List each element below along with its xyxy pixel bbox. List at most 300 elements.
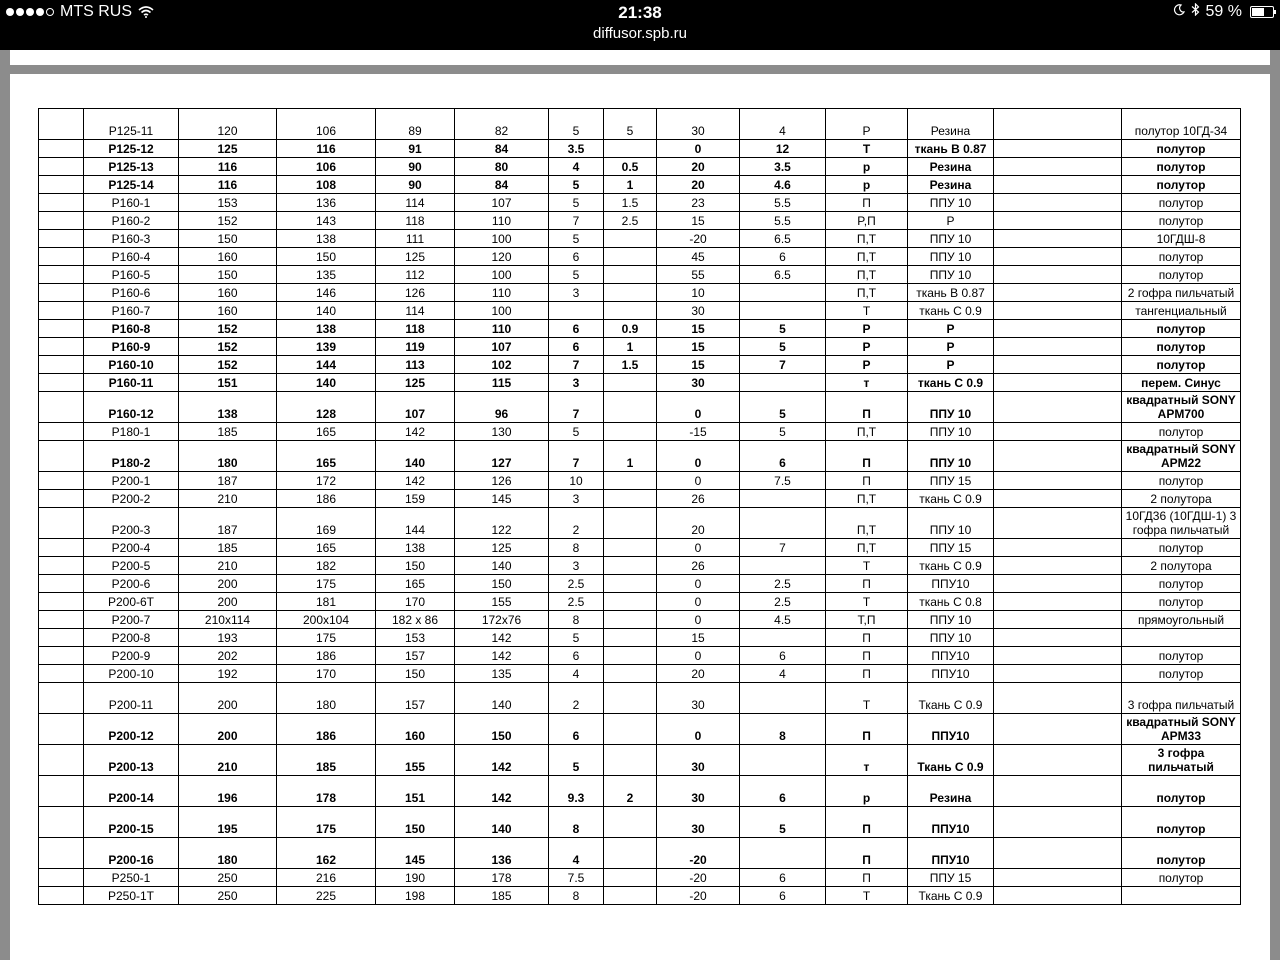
cell-h2 <box>604 539 657 557</box>
cell-material: ППУ 10 <box>908 611 994 629</box>
cell-angle: 0 <box>657 575 740 593</box>
table-row <box>39 266 1241 284</box>
cell-angle: 15 <box>657 212 740 230</box>
cell-note: 3 гофра пильчатый <box>1122 683 1241 714</box>
cell-note: полутор <box>1122 158 1241 176</box>
cell-type: П <box>826 392 908 423</box>
cell-d4: 136 <box>455 838 549 869</box>
cell-type: T <box>826 593 908 611</box>
table-row <box>39 109 1241 140</box>
cell-angle: 20 <box>657 665 740 683</box>
cell-d4: 140 <box>455 557 549 575</box>
cell-material: P <box>908 356 994 374</box>
table-row <box>39 593 1241 611</box>
cell-blank <box>39 423 84 441</box>
cell-h1: 6 <box>549 647 604 665</box>
cell-angle: 15 <box>657 356 740 374</box>
cell-note: квадратный SONY APM700 <box>1122 392 1241 423</box>
cell-extra <box>994 176 1122 194</box>
cell-d3: 126 <box>376 284 455 302</box>
cell-type: П,T <box>826 248 908 266</box>
cell-d4: 84 <box>455 176 549 194</box>
cell-d4: 110 <box>455 320 549 338</box>
cell-material: ткань C 0.9 <box>908 557 994 575</box>
table-row <box>39 807 1241 838</box>
cell-note: полутор <box>1122 140 1241 158</box>
cell-d3: 153 <box>376 629 455 647</box>
cell-d1: 180 <box>179 838 277 869</box>
cell-material: Ткань C 0.9 <box>908 683 994 714</box>
cell-material: ППУ10 <box>908 838 994 869</box>
cell-d3: 142 <box>376 423 455 441</box>
cell-type: T <box>826 302 908 320</box>
cell-h1: 5 <box>549 230 604 248</box>
cell-model: P160-2 <box>84 212 179 230</box>
cell-d2: 150 <box>277 248 376 266</box>
cell-h1: 5 <box>549 176 604 194</box>
cell-extra <box>994 714 1122 745</box>
cell-extra <box>994 356 1122 374</box>
cell-h3 <box>740 490 826 508</box>
cell-model: P200-9 <box>84 647 179 665</box>
cell-material: ткань B 0.87 <box>908 140 994 158</box>
table-row <box>39 423 1241 441</box>
cell-d1: 210 <box>179 745 277 776</box>
cell-h1: 5 <box>549 629 604 647</box>
cell-type: т <box>826 745 908 776</box>
cell-d2: 169 <box>277 508 376 539</box>
cell-angle: 0 <box>657 647 740 665</box>
table-row <box>39 230 1241 248</box>
cell-d3: 150 <box>376 557 455 575</box>
cell-blank <box>39 776 84 807</box>
cell-blank <box>39 683 84 714</box>
cell-d4: 140 <box>455 683 549 714</box>
cell-model: P200-7 <box>84 611 179 629</box>
cell-h3: 5 <box>740 423 826 441</box>
cell-d1: 150 <box>179 230 277 248</box>
table-row <box>39 472 1241 490</box>
cell-h2 <box>604 392 657 423</box>
cell-extra <box>994 140 1122 158</box>
cell-material: ППУ 10 <box>908 266 994 284</box>
cell-extra <box>994 776 1122 807</box>
cell-angle: -20 <box>657 838 740 869</box>
cell-angle: 30 <box>657 374 740 392</box>
cell-material: Ткань C 0.9 <box>908 745 994 776</box>
cell-d4: 172x76 <box>455 611 549 629</box>
specifications-table <box>38 108 1241 905</box>
cell-h3: 6 <box>740 776 826 807</box>
cell-type: T <box>826 557 908 575</box>
cell-type: П <box>826 194 908 212</box>
cell-angle: 20 <box>657 508 740 539</box>
cell-h3 <box>740 508 826 539</box>
cell-model: P125-12 <box>84 140 179 158</box>
cell-h2 <box>604 557 657 575</box>
cell-d3: 151 <box>376 776 455 807</box>
cell-extra <box>994 158 1122 176</box>
cell-d3: 112 <box>376 266 455 284</box>
cell-d4: 130 <box>455 423 549 441</box>
table-row <box>39 745 1241 776</box>
cell-h2: 1 <box>604 441 657 472</box>
cell-material: ткань B 0.87 <box>908 284 994 302</box>
cell-model: P200-8 <box>84 629 179 647</box>
cell-h3: 2.5 <box>740 575 826 593</box>
cell-extra <box>994 374 1122 392</box>
cell-type: P <box>826 356 908 374</box>
cell-h2 <box>604 248 657 266</box>
cell-d3: 150 <box>376 807 455 838</box>
cell-model: P160-8 <box>84 320 179 338</box>
cell-h3: 6.5 <box>740 230 826 248</box>
cell-model: P160-3 <box>84 230 179 248</box>
cell-angle: -20 <box>657 887 740 905</box>
cell-blank <box>39 392 84 423</box>
cell-d1: 210 <box>179 557 277 575</box>
cell-h1: 3.5 <box>549 140 604 158</box>
table-row <box>39 647 1241 665</box>
table-row <box>39 284 1241 302</box>
cell-h1: 4 <box>549 665 604 683</box>
cell-d3: 125 <box>376 248 455 266</box>
cell-extra <box>994 869 1122 887</box>
cell-model: P250-1T <box>84 887 179 905</box>
cell-material: Резина <box>908 109 994 140</box>
cell-blank <box>39 284 84 302</box>
cell-d3: 107 <box>376 392 455 423</box>
cell-d2: 108 <box>277 176 376 194</box>
cell-extra <box>994 109 1122 140</box>
cell-type: П,T <box>826 284 908 302</box>
cell-type: p <box>826 176 908 194</box>
cell-note: полутор <box>1122 356 1241 374</box>
cell-material: Резина <box>908 158 994 176</box>
cell-model: P160-4 <box>84 248 179 266</box>
cell-d4: 135 <box>455 665 549 683</box>
cell-h3: 5 <box>740 320 826 338</box>
cell-type: П,T <box>826 539 908 557</box>
battery-fill <box>1252 8 1264 16</box>
cell-material: Резина <box>908 776 994 807</box>
cell-material: ППУ 10 <box>908 423 994 441</box>
cell-blank <box>39 557 84 575</box>
cell-d4: 155 <box>455 593 549 611</box>
cell-note: полутор <box>1122 869 1241 887</box>
carrier-name: MTS RUS <box>60 3 132 20</box>
cell-h3: 4.5 <box>740 611 826 629</box>
cell-h1: 8 <box>549 611 604 629</box>
cell-h2 <box>604 140 657 158</box>
cell-d3: 150 <box>376 665 455 683</box>
cell-d3: 157 <box>376 683 455 714</box>
cell-d4: 142 <box>455 745 549 776</box>
cell-d1: 210x114 <box>179 611 277 629</box>
cell-d2: 175 <box>277 575 376 593</box>
table-row <box>39 248 1241 266</box>
cell-extra <box>994 320 1122 338</box>
cell-angle: 30 <box>657 776 740 807</box>
cell-d2: 140 <box>277 374 376 392</box>
cell-angle: 30 <box>657 683 740 714</box>
cell-type: T,П <box>826 611 908 629</box>
cell-material: ППУ10 <box>908 575 994 593</box>
cell-d4: 110 <box>455 284 549 302</box>
cell-model: P200-13 <box>84 745 179 776</box>
cell-d2: 138 <box>277 320 376 338</box>
cell-note: полутор <box>1122 266 1241 284</box>
cell-d3: 165 <box>376 575 455 593</box>
cell-material: P <box>908 338 994 356</box>
cell-angle: 0 <box>657 611 740 629</box>
cell-h2 <box>604 472 657 490</box>
cell-d2: 185 <box>277 745 376 776</box>
cell-d2: 175 <box>277 629 376 647</box>
cell-material: ППУ 10 <box>908 194 994 212</box>
cell-h3 <box>740 284 826 302</box>
cell-h1: 2.5 <box>549 575 604 593</box>
cell-type: T <box>826 140 908 158</box>
cell-d4: 142 <box>455 647 549 665</box>
cell-note: полутор <box>1122 838 1241 869</box>
cell-d2: 140 <box>277 302 376 320</box>
cell-note: полутор <box>1122 338 1241 356</box>
cell-h2 <box>604 807 657 838</box>
cell-note: полутор <box>1122 665 1241 683</box>
cell-d2: 162 <box>277 838 376 869</box>
cell-d1: 196 <box>179 776 277 807</box>
cell-h1: 10 <box>549 472 604 490</box>
cell-h1: 7 <box>549 392 604 423</box>
cell-d1: 210 <box>179 490 277 508</box>
cell-h2 <box>604 745 657 776</box>
cell-h1: 4 <box>549 838 604 869</box>
cell-d2: 116 <box>277 140 376 158</box>
cell-note: полутор <box>1122 194 1241 212</box>
cell-note: полутор <box>1122 320 1241 338</box>
cell-model: P200-10 <box>84 665 179 683</box>
cell-material: ткань C 0.9 <box>908 374 994 392</box>
cell-note: прямоугольный <box>1122 611 1241 629</box>
cell-type: т <box>826 374 908 392</box>
cell-model: P200-6T <box>84 593 179 611</box>
cell-d4: 107 <box>455 194 549 212</box>
cell-d3: 111 <box>376 230 455 248</box>
cell-angle: 30 <box>657 807 740 838</box>
cell-type: П <box>826 647 908 665</box>
cell-extra <box>994 665 1122 683</box>
cell-note: перем. Синус <box>1122 374 1241 392</box>
cell-material: ППУ 15 <box>908 472 994 490</box>
cell-h3: 5.5 <box>740 194 826 212</box>
cell-angle: 0 <box>657 441 740 472</box>
cell-extra <box>994 593 1122 611</box>
cell-type: П,T <box>826 266 908 284</box>
cell-note <box>1122 887 1241 905</box>
cell-d4: 82 <box>455 109 549 140</box>
cell-type: П <box>826 665 908 683</box>
cell-h1: 5 <box>549 423 604 441</box>
cell-angle: -15 <box>657 423 740 441</box>
cell-blank <box>39 807 84 838</box>
cell-extra <box>994 392 1122 423</box>
cell-extra <box>994 284 1122 302</box>
cell-d2: 186 <box>277 490 376 508</box>
cell-h3 <box>740 745 826 776</box>
cell-note: квадратный SONY APM33 <box>1122 714 1241 745</box>
cell-h1: 7 <box>549 212 604 230</box>
cell-model: P160-7 <box>84 302 179 320</box>
cell-extra <box>994 423 1122 441</box>
cell-d2: 165 <box>277 423 376 441</box>
cell-h1: 3 <box>549 374 604 392</box>
cell-note: полутор <box>1122 776 1241 807</box>
cell-angle: 15 <box>657 338 740 356</box>
cell-model: P200-11 <box>84 683 179 714</box>
cell-angle: 0 <box>657 472 740 490</box>
cell-material: ППУ10 <box>908 714 994 745</box>
cell-angle: -20 <box>657 230 740 248</box>
cell-angle: 0 <box>657 140 740 158</box>
cell-d4: 84 <box>455 140 549 158</box>
cell-d4: 100 <box>455 302 549 320</box>
cell-h1: 6 <box>549 320 604 338</box>
cell-blank <box>39 194 84 212</box>
table-row <box>39 629 1241 647</box>
cell-blank <box>39 490 84 508</box>
ios-status-bar <box>0 0 1280 50</box>
cell-material: P <box>908 320 994 338</box>
cell-material: ткань C 0.8 <box>908 593 994 611</box>
cell-type: П <box>826 807 908 838</box>
cell-h1: 5 <box>549 194 604 212</box>
cell-d3: 190 <box>376 869 455 887</box>
cell-extra <box>994 212 1122 230</box>
cell-model: P200-3 <box>84 508 179 539</box>
cell-type: P,П <box>826 212 908 230</box>
cell-h2 <box>604 230 657 248</box>
cell-d4: 122 <box>455 508 549 539</box>
cell-d3: 160 <box>376 714 455 745</box>
clock: 21:38 <box>618 3 662 22</box>
cell-h1: 3 <box>549 557 604 575</box>
cell-blank <box>39 745 84 776</box>
cell-d1: 187 <box>179 508 277 539</box>
cell-d4: 142 <box>455 629 549 647</box>
cell-blank <box>39 109 84 140</box>
cell-blank <box>39 338 84 356</box>
address-bar-url[interactable]: diffusor.spb.ru <box>593 25 687 42</box>
cell-h2 <box>604 593 657 611</box>
cell-h1: 7.5 <box>549 869 604 887</box>
cell-extra <box>994 194 1122 212</box>
cell-angle: 0 <box>657 593 740 611</box>
cell-h1 <box>549 302 604 320</box>
cell-d2: 106 <box>277 109 376 140</box>
cell-d1: 200 <box>179 683 277 714</box>
cell-d3: 90 <box>376 158 455 176</box>
cell-d1: 120 <box>179 109 277 140</box>
cell-note <box>1122 629 1241 647</box>
cell-h2 <box>604 887 657 905</box>
battery-icon <box>1250 6 1274 18</box>
cell-angle: 0 <box>657 392 740 423</box>
cell-material: Ткань C 0.9 <box>908 887 994 905</box>
cell-extra <box>994 629 1122 647</box>
cell-h1: 6 <box>549 248 604 266</box>
cell-d3: 145 <box>376 838 455 869</box>
cell-blank <box>39 140 84 158</box>
cell-d2: 139 <box>277 338 376 356</box>
cell-extra <box>994 838 1122 869</box>
cell-h3: 5.5 <box>740 212 826 230</box>
cell-h2 <box>604 423 657 441</box>
cell-note: 2 полутора <box>1122 557 1241 575</box>
cell-material: ППУ10 <box>908 807 994 838</box>
cell-h1: 8 <box>549 539 604 557</box>
cell-note: полутор 10ГД-34 <box>1122 109 1241 140</box>
cell-d4: 115 <box>455 374 549 392</box>
cell-h2 <box>604 647 657 665</box>
cell-blank <box>39 539 84 557</box>
cell-h2 <box>604 490 657 508</box>
cell-d2: 128 <box>277 392 376 423</box>
cell-extra <box>994 647 1122 665</box>
cell-extra <box>994 611 1122 629</box>
cell-d4: 145 <box>455 490 549 508</box>
cell-d1: 195 <box>179 807 277 838</box>
cell-model: P160-1 <box>84 194 179 212</box>
cell-material: ППУ10 <box>908 665 994 683</box>
cell-material: Резина <box>908 176 994 194</box>
cell-blank <box>39 472 84 490</box>
previous-page-bottom <box>10 50 1270 65</box>
cell-blank <box>39 248 84 266</box>
cell-d1: 202 <box>179 647 277 665</box>
cell-d1: 153 <box>179 194 277 212</box>
cell-blank <box>39 176 84 194</box>
cell-d2: 172 <box>277 472 376 490</box>
cell-blank <box>39 575 84 593</box>
cell-d4: 178 <box>455 869 549 887</box>
cell-d1: 160 <box>179 284 277 302</box>
cell-type: П <box>826 575 908 593</box>
cell-h3 <box>740 374 826 392</box>
cell-d4: 142 <box>455 776 549 807</box>
table-row <box>39 714 1241 745</box>
cell-model: P200-4 <box>84 539 179 557</box>
cell-d3: 198 <box>376 887 455 905</box>
cell-d1: 160 <box>179 302 277 320</box>
cell-blank <box>39 593 84 611</box>
cell-note: 3 гофра пильчатый <box>1122 745 1241 776</box>
cell-h3: 6 <box>740 441 826 472</box>
cell-h1: 2 <box>549 508 604 539</box>
cell-h3 <box>740 302 826 320</box>
cell-model: P180-1 <box>84 423 179 441</box>
cell-blank <box>39 665 84 683</box>
cell-d1: 185 <box>179 539 277 557</box>
table-row <box>39 158 1241 176</box>
cell-d3: 119 <box>376 338 455 356</box>
cell-d1: 200 <box>179 593 277 611</box>
cell-d1: 150 <box>179 266 277 284</box>
cell-d4: 125 <box>455 539 549 557</box>
cell-type: П <box>826 629 908 647</box>
cell-h3 <box>740 683 826 714</box>
cell-h3: 4.6 <box>740 176 826 194</box>
